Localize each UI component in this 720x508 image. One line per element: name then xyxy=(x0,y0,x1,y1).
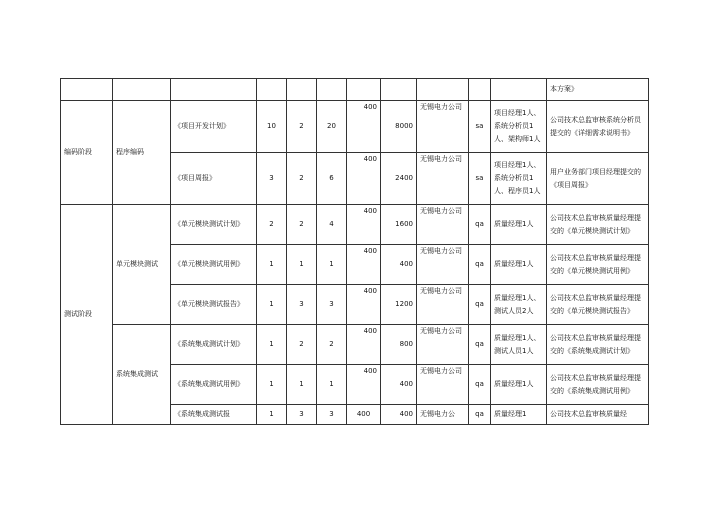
people-cell: 质量经理1人 xyxy=(491,365,547,405)
role-cell: qa xyxy=(469,285,491,325)
people-cell: 质量经理1人 xyxy=(491,205,547,245)
people-cell: 质量经理1人 xyxy=(491,245,547,285)
total-cell: 1600 xyxy=(381,205,417,245)
place-cell: 无锡电力公司 xyxy=(417,101,469,153)
place-cell: 无锡电力公司 xyxy=(417,365,469,405)
rate-cell: 400 xyxy=(347,365,381,405)
value-cell: 1 xyxy=(257,405,287,425)
note-cell: 公司技术总监审核质量经理提交的《系统集成测试计划》 xyxy=(547,325,649,365)
doc-cell: 《项目周报》 xyxy=(171,153,257,205)
total-cell: 2400 xyxy=(381,153,417,205)
note-cell: 公司技术总监审核系统分析员提交的《详细需求说明书》 xyxy=(547,101,649,153)
value-cell: 2 xyxy=(287,325,317,365)
value-cell: 1 xyxy=(317,245,347,285)
people-cell: 质量经理1人、测试人员2人 xyxy=(491,285,547,325)
note-cell: 公司技术总监审核质量经理提交的《单元模块测试用例》 xyxy=(547,245,649,285)
role-cell: qa xyxy=(469,205,491,245)
role-cell: qa xyxy=(469,325,491,365)
doc-cell: 《系统集成测试报 xyxy=(171,405,257,425)
doc-cell: 《系统集成测试计划》 xyxy=(171,325,257,365)
table-row xyxy=(61,205,649,245)
value-cell: 10 xyxy=(257,101,287,153)
activity-cell: 程序编码 xyxy=(113,101,171,205)
role-cell: sa xyxy=(469,101,491,153)
note-cell: 本方案》 xyxy=(547,79,649,101)
people-cell: 质量经理1人、测试人员1人 xyxy=(491,325,547,365)
total-cell: 400 xyxy=(381,405,417,425)
table-row xyxy=(61,325,649,365)
value-cell: 1 xyxy=(287,245,317,285)
note-cell: 公司技术总监审核质量经理提交的《系统集成测试用例》 xyxy=(547,365,649,405)
value-cell: 1 xyxy=(257,365,287,405)
value-cell: 1 xyxy=(257,285,287,325)
activity-cell: 单元模块测试 xyxy=(113,205,171,325)
doc-cell: 《单元模块测试计划》 xyxy=(171,205,257,245)
people-cell: 质量经理1 xyxy=(491,405,547,425)
people-cell: 项目经理1人、系统分析员1人、程序员1人 xyxy=(491,153,547,205)
value-cell: 1 xyxy=(257,245,287,285)
doc-cell: 《系统集成测试用例》 xyxy=(171,365,257,405)
value-cell: 3 xyxy=(287,405,317,425)
value-cell: 2 xyxy=(287,101,317,153)
value-cell: 3 xyxy=(317,405,347,425)
activity-cell: 系统集成测试 xyxy=(113,325,171,425)
value-cell: 6 xyxy=(317,153,347,205)
note-cell: 公司技术总监审核质量经 xyxy=(547,405,649,425)
value-cell: 2 xyxy=(287,153,317,205)
total-cell: 800 xyxy=(381,325,417,365)
value-cell: 20 xyxy=(317,101,347,153)
value-cell: 3 xyxy=(287,285,317,325)
place-cell: 无锡电力公司 xyxy=(417,205,469,245)
place-cell: 无锡电力公 xyxy=(417,405,469,425)
rate-cell: 400 xyxy=(347,245,381,285)
value-cell: 1 xyxy=(317,365,347,405)
place-cell: 无锡电力公司 xyxy=(417,325,469,365)
people-cell: 项目经理1人、系统分析员1人、架构师1人 xyxy=(491,101,547,153)
value-cell: 2 xyxy=(287,205,317,245)
phase-cell: 测试阶段 xyxy=(61,205,113,425)
table-row xyxy=(61,79,649,101)
rate-cell: 400 xyxy=(347,285,381,325)
phase-cell: 编码阶段 xyxy=(61,101,113,205)
value-cell: 1 xyxy=(287,365,317,405)
value-cell: 2 xyxy=(257,205,287,245)
note-cell: 公司技术总监审核质量经理提交的《单元模块测试计划》 xyxy=(547,205,649,245)
role-cell: sa xyxy=(469,153,491,205)
doc-cell: 《单元模块测试用例》 xyxy=(171,245,257,285)
place-cell: 无锡电力公司 xyxy=(417,245,469,285)
total-cell: 400 xyxy=(381,245,417,285)
table-row xyxy=(61,101,649,153)
place-cell: 无锡电力公司 xyxy=(417,153,469,205)
value-cell: 3 xyxy=(257,153,287,205)
total-cell: 8000 xyxy=(381,101,417,153)
place-cell: 无锡电力公司 xyxy=(417,285,469,325)
role-cell: qa xyxy=(469,405,491,425)
value-cell: 4 xyxy=(317,205,347,245)
rate-cell: 400 xyxy=(347,205,381,245)
value-cell: 1 xyxy=(257,325,287,365)
rate-cell: 400 xyxy=(347,153,381,205)
rate-cell: 400 xyxy=(347,405,381,425)
rate-cell: 400 xyxy=(347,325,381,365)
role-cell: qa xyxy=(469,365,491,405)
total-cell: 400 xyxy=(381,365,417,405)
value-cell: 2 xyxy=(317,325,347,365)
total-cell: 1200 xyxy=(381,285,417,325)
role-cell: qa xyxy=(469,245,491,285)
note-cell: 用户业务部门项目经理提交的《项目周报》 xyxy=(547,153,649,205)
cost-table xyxy=(60,78,649,425)
value-cell: 3 xyxy=(317,285,347,325)
doc-cell: 《单元模块测试报告》 xyxy=(171,285,257,325)
doc-cell: 《项目开发计划》 xyxy=(171,101,257,153)
note-cell: 公司技术总监审核质量经理提交的《单元模块测试报告》 xyxy=(547,285,649,325)
rate-cell: 400 xyxy=(347,101,381,153)
